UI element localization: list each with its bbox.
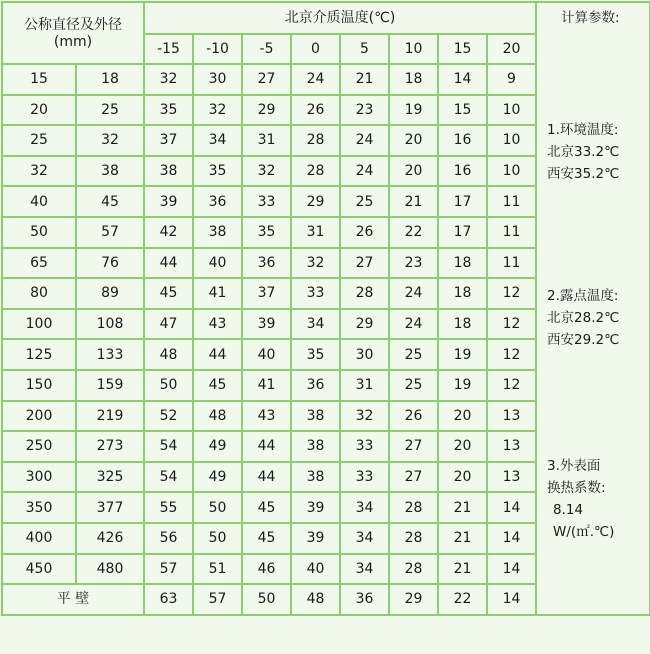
thickness-cell: 20 bbox=[389, 125, 438, 156]
thickness-cell: 41 bbox=[193, 278, 242, 309]
thickness-cell: 26 bbox=[389, 401, 438, 432]
thickness-cell: 28 bbox=[389, 523, 438, 554]
outer-diameter-cell: 45 bbox=[76, 186, 144, 217]
thickness-cell: 28 bbox=[389, 554, 438, 585]
thickness-cell: 55 bbox=[144, 492, 193, 523]
thickness-cell: 19 bbox=[438, 370, 487, 401]
thickness-cell: 29 bbox=[291, 186, 340, 217]
thickness-cell: 18 bbox=[389, 64, 438, 95]
dew-title: 2.露点温度: bbox=[547, 288, 619, 304]
thickness-cell: 49 bbox=[193, 462, 242, 493]
outer-diameter-cell: 108 bbox=[76, 309, 144, 340]
thickness-cell: 27 bbox=[340, 248, 389, 279]
coef-value: 8.14 bbox=[553, 502, 584, 518]
nominal-diameter-cell: 250 bbox=[2, 431, 76, 462]
insulation-thickness-table bbox=[1, 1, 650, 616]
thickness-cell: 39 bbox=[291, 523, 340, 554]
thickness-cell: 33 bbox=[340, 462, 389, 493]
thickness-cell: 14 bbox=[487, 492, 536, 523]
thickness-cell: 41 bbox=[242, 370, 291, 401]
thickness-cell: 24 bbox=[291, 64, 340, 95]
thickness-cell: 10 bbox=[487, 156, 536, 187]
thickness-cell: 56 bbox=[144, 523, 193, 554]
thickness-cell: 14 bbox=[438, 64, 487, 95]
thickness-cell: 32 bbox=[242, 156, 291, 187]
outer-diameter-cell: 325 bbox=[76, 462, 144, 493]
unit-label: (mm) bbox=[53, 34, 93, 50]
thickness-cell: 54 bbox=[144, 462, 193, 493]
thickness-cell: 28 bbox=[389, 492, 438, 523]
thickness-cell: 25 bbox=[389, 339, 438, 370]
nominal-diameter-cell: 15 bbox=[2, 64, 76, 95]
thickness-cell: 40 bbox=[242, 339, 291, 370]
thickness-cell: 49 bbox=[193, 431, 242, 462]
thickness-cell: 13 bbox=[487, 462, 536, 493]
thickness-cell: 28 bbox=[291, 156, 340, 187]
thickness-cell: 32 bbox=[193, 95, 242, 126]
dew-beijing: 北京28.2℃ bbox=[547, 310, 620, 326]
thickness-cell: 36 bbox=[242, 248, 291, 279]
thickness-cell: 27 bbox=[389, 462, 438, 493]
outer-diameter-cell: 25 bbox=[76, 95, 144, 126]
thickness-cell: 31 bbox=[340, 370, 389, 401]
nominal-diameter-cell: 400 bbox=[2, 523, 76, 554]
coef-title-2: 换热系数: bbox=[547, 480, 606, 496]
outer-diameter-cell: 38 bbox=[76, 156, 144, 187]
thickness-cell: 35 bbox=[193, 156, 242, 187]
nominal-diameter-cell: 350 bbox=[2, 492, 76, 523]
thickness-cell: 51 bbox=[193, 554, 242, 585]
thickness-cell: 24 bbox=[340, 125, 389, 156]
thickness-cell: 45 bbox=[144, 278, 193, 309]
thickness-cell: 35 bbox=[144, 95, 193, 126]
thickness-cell: 28 bbox=[291, 125, 340, 156]
nominal-diameter-cell: 150 bbox=[2, 370, 76, 401]
nominal-diameter-cell: 200 bbox=[2, 401, 76, 432]
calc-params-panel bbox=[536, 2, 650, 615]
thickness-cell: 25 bbox=[389, 370, 438, 401]
thickness-cell: 18 bbox=[438, 248, 487, 279]
thickness-cell: 28 bbox=[340, 278, 389, 309]
thickness-cell: 47 bbox=[144, 309, 193, 340]
thickness-cell: 39 bbox=[144, 186, 193, 217]
outer-diameter-cell: 273 bbox=[76, 431, 144, 462]
nominal-diameter-cell: 80 bbox=[2, 278, 76, 309]
thickness-cell: 44 bbox=[193, 339, 242, 370]
thickness-cell: 21 bbox=[438, 492, 487, 523]
ambient-title: 1.环境温度: bbox=[547, 122, 619, 138]
thickness-cell: 12 bbox=[487, 278, 536, 309]
thickness-cell: 13 bbox=[487, 431, 536, 462]
thickness-cell: 33 bbox=[340, 431, 389, 462]
thickness-cell: 19 bbox=[389, 95, 438, 126]
thickness-cell: 32 bbox=[340, 401, 389, 432]
thickness-cell: 21 bbox=[389, 186, 438, 217]
temp-header-cell: 20 bbox=[487, 34, 536, 64]
temp-header-cell: 10 bbox=[389, 34, 438, 64]
thickness-cell: 22 bbox=[438, 584, 487, 615]
thickness-cell: 45 bbox=[242, 523, 291, 554]
nominal-diameter-cell: 25 bbox=[2, 125, 76, 156]
thickness-cell: 36 bbox=[291, 370, 340, 401]
thickness-cell: 36 bbox=[193, 186, 242, 217]
thickness-cell: 34 bbox=[291, 309, 340, 340]
dew-xian: 西安29.2℃ bbox=[547, 332, 620, 348]
thickness-cell: 14 bbox=[487, 584, 536, 615]
thickness-cell: 29 bbox=[340, 309, 389, 340]
thickness-cell: 12 bbox=[487, 370, 536, 401]
thickness-cell: 15 bbox=[438, 95, 487, 126]
nominal-diameter-cell: 50 bbox=[2, 217, 76, 248]
thickness-cell: 10 bbox=[487, 95, 536, 126]
coef-unit: W/(㎡.℃) bbox=[553, 524, 615, 540]
thickness-cell: 43 bbox=[242, 401, 291, 432]
ambient-xian: 西安35.2℃ bbox=[547, 166, 620, 182]
thickness-cell: 54 bbox=[144, 431, 193, 462]
thickness-cell: 48 bbox=[144, 339, 193, 370]
thickness-cell: 50 bbox=[242, 584, 291, 615]
thickness-cell: 45 bbox=[193, 370, 242, 401]
thickness-cell: 26 bbox=[291, 95, 340, 126]
outer-diameter-cell: 426 bbox=[76, 523, 144, 554]
flat-wall-label: 平 壁 bbox=[2, 584, 144, 615]
thickness-cell: 33 bbox=[242, 186, 291, 217]
thickness-cell: 34 bbox=[340, 554, 389, 585]
thickness-cell: 18 bbox=[438, 278, 487, 309]
outer-diameter-cell: 480 bbox=[76, 554, 144, 585]
thickness-cell: 44 bbox=[242, 431, 291, 462]
thickness-cell: 33 bbox=[291, 278, 340, 309]
nominal-diameter-cell: 32 bbox=[2, 156, 76, 187]
ambient-beijing: 北京33.2℃ bbox=[547, 144, 620, 160]
thickness-cell: 40 bbox=[291, 554, 340, 585]
medium-temp-header: 北京介质温度(℃) bbox=[144, 2, 536, 34]
nominal-diameter-cell: 125 bbox=[2, 339, 76, 370]
outer-diameter-cell: 57 bbox=[76, 217, 144, 248]
thickness-cell: 30 bbox=[193, 64, 242, 95]
temp-header-cell: -10 bbox=[193, 34, 242, 64]
thickness-cell: 57 bbox=[193, 584, 242, 615]
diameter-label: 公称直径及外径 bbox=[24, 17, 122, 33]
temp-header-cell: 5 bbox=[340, 34, 389, 64]
thickness-cell: 24 bbox=[389, 278, 438, 309]
thickness-cell: 52 bbox=[144, 401, 193, 432]
nominal-diameter-cell: 300 bbox=[2, 462, 76, 493]
thickness-cell: 37 bbox=[144, 125, 193, 156]
thickness-cell: 11 bbox=[487, 186, 536, 217]
thickness-cell: 38 bbox=[291, 431, 340, 462]
thickness-cell: 40 bbox=[193, 248, 242, 279]
thickness-cell: 38 bbox=[193, 217, 242, 248]
thickness-cell: 35 bbox=[242, 217, 291, 248]
diameter-header bbox=[2, 2, 144, 64]
nominal-diameter-cell: 100 bbox=[2, 309, 76, 340]
thickness-cell: 44 bbox=[144, 248, 193, 279]
thickness-cell: 27 bbox=[389, 431, 438, 462]
outer-diameter-cell: 18 bbox=[76, 64, 144, 95]
thickness-cell: 17 bbox=[438, 186, 487, 217]
thickness-cell: 21 bbox=[340, 64, 389, 95]
thickness-cell: 12 bbox=[487, 309, 536, 340]
thickness-cell: 23 bbox=[340, 95, 389, 126]
thickness-cell: 42 bbox=[144, 217, 193, 248]
outer-diameter-cell: 32 bbox=[76, 125, 144, 156]
thickness-cell: 38 bbox=[291, 462, 340, 493]
thickness-cell: 46 bbox=[242, 554, 291, 585]
thickness-cell: 63 bbox=[144, 584, 193, 615]
thickness-cell: 32 bbox=[144, 64, 193, 95]
thickness-cell: 43 bbox=[193, 309, 242, 340]
thickness-cell: 39 bbox=[242, 309, 291, 340]
thickness-cell: 20 bbox=[438, 401, 487, 432]
thickness-cell: 31 bbox=[291, 217, 340, 248]
thickness-cell: 48 bbox=[193, 401, 242, 432]
thickness-cell: 11 bbox=[487, 248, 536, 279]
thickness-cell: 32 bbox=[291, 248, 340, 279]
thickness-cell: 21 bbox=[438, 523, 487, 554]
coef-title-1: 3.外表面 bbox=[547, 458, 601, 474]
thickness-cell: 25 bbox=[340, 186, 389, 217]
outer-diameter-cell: 377 bbox=[76, 492, 144, 523]
thickness-cell: 24 bbox=[340, 156, 389, 187]
thickness-cell: 17 bbox=[438, 217, 487, 248]
thickness-cell: 22 bbox=[389, 217, 438, 248]
thickness-cell: 21 bbox=[438, 554, 487, 585]
notes-title: 计算参数: bbox=[561, 10, 620, 26]
thickness-cell: 16 bbox=[438, 125, 487, 156]
thickness-cell: 20 bbox=[438, 462, 487, 493]
thickness-cell: 29 bbox=[389, 584, 438, 615]
thickness-cell: 14 bbox=[487, 554, 536, 585]
thickness-cell: 36 bbox=[340, 584, 389, 615]
thickness-cell: 14 bbox=[487, 523, 536, 554]
thickness-cell: 10 bbox=[487, 125, 536, 156]
thickness-cell: 50 bbox=[193, 492, 242, 523]
thickness-cell: 50 bbox=[144, 370, 193, 401]
thickness-cell: 37 bbox=[242, 278, 291, 309]
thickness-cell: 34 bbox=[340, 523, 389, 554]
thickness-cell: 20 bbox=[389, 156, 438, 187]
thickness-cell: 12 bbox=[487, 339, 536, 370]
thickness-cell: 9 bbox=[487, 64, 536, 95]
thickness-cell: 35 bbox=[291, 339, 340, 370]
thickness-cell: 31 bbox=[242, 125, 291, 156]
thickness-cell: 34 bbox=[193, 125, 242, 156]
outer-diameter-cell: 89 bbox=[76, 278, 144, 309]
nominal-diameter-cell: 40 bbox=[2, 186, 76, 217]
thickness-cell: 57 bbox=[144, 554, 193, 585]
thickness-cell: 45 bbox=[242, 492, 291, 523]
thickness-cell: 34 bbox=[340, 492, 389, 523]
thickness-cell: 38 bbox=[291, 401, 340, 432]
thickness-cell: 19 bbox=[438, 339, 487, 370]
thickness-cell: 18 bbox=[438, 309, 487, 340]
thickness-cell: 16 bbox=[438, 156, 487, 187]
thickness-cell: 11 bbox=[487, 217, 536, 248]
thickness-cell: 30 bbox=[340, 339, 389, 370]
thickness-cell: 44 bbox=[242, 462, 291, 493]
thickness-cell: 26 bbox=[340, 217, 389, 248]
thickness-cell: 20 bbox=[438, 431, 487, 462]
thickness-cell: 38 bbox=[144, 156, 193, 187]
thickness-cell: 39 bbox=[291, 492, 340, 523]
thickness-cell: 29 bbox=[242, 95, 291, 126]
outer-diameter-cell: 76 bbox=[76, 248, 144, 279]
temp-header-cell: -5 bbox=[242, 34, 291, 64]
nominal-diameter-cell: 20 bbox=[2, 95, 76, 126]
outer-diameter-cell: 219 bbox=[76, 401, 144, 432]
temp-header-cell: -15 bbox=[144, 34, 193, 64]
nominal-diameter-cell: 450 bbox=[2, 554, 76, 585]
temp-header-cell: 0 bbox=[291, 34, 340, 64]
outer-diameter-cell: 159 bbox=[76, 370, 144, 401]
thickness-cell: 23 bbox=[389, 248, 438, 279]
thickness-cell: 50 bbox=[193, 523, 242, 554]
thickness-cell: 27 bbox=[242, 64, 291, 95]
thickness-cell: 48 bbox=[291, 584, 340, 615]
thickness-cell: 13 bbox=[487, 401, 536, 432]
temp-header-cell: 15 bbox=[438, 34, 487, 64]
thickness-cell: 24 bbox=[389, 309, 438, 340]
outer-diameter-cell: 133 bbox=[76, 339, 144, 370]
nominal-diameter-cell: 65 bbox=[2, 248, 76, 279]
